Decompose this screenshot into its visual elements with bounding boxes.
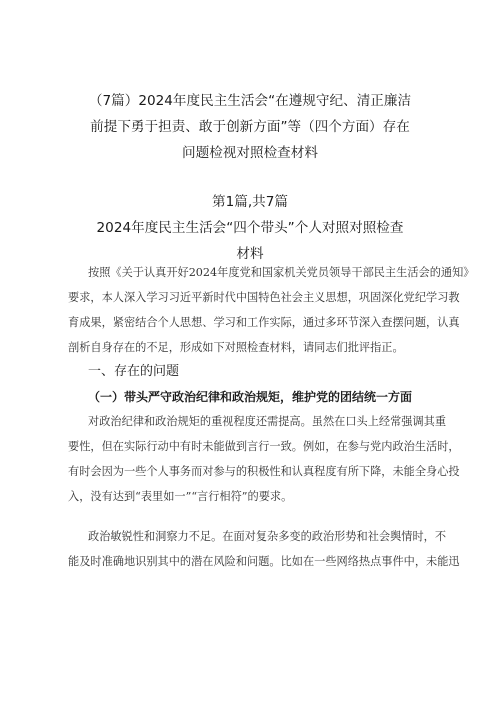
section-heading-problems: 一、存在的问题 [88, 364, 180, 379]
subtitle-line-3: 材料 [236, 246, 264, 262]
title-line-2: 前提下勇于担责、敢于创新方面”等（四个方面）存在 [90, 119, 410, 135]
intro-line-2: 要求，本人深入学习习近平新时代中国特色社会主义思想，巩固深化党纪学习教 [68, 291, 460, 304]
intro-line-1: 按照《关于认真开好2024年度党和国家机关党员领导干部民主生活会的通知》 [88, 266, 475, 279]
subtitle-line-2: 2024年度民主生活会“四个带头”个人对照对照检查 [96, 220, 404, 236]
para1-line-4: 入，没有达到“表里如一”“言行相符”的要求。 [68, 490, 293, 503]
title-line-1: （7篇）2024年度民主生活会“在遵规守纪、清正廉洁 [88, 93, 412, 109]
para1-line-3: 有时会因为一些个人事务而对参与的积极性和认真程度有所下降，未能全身心投 [68, 465, 460, 478]
para2-line-1: 政治敏锐性和洞察力不足。在面对复杂多变的政治形势和社会舆情时，不 [88, 530, 447, 543]
subsection-heading-political-discipline: （一）带头严守政治纪律和政治规矩，维护党的团结统一方面 [88, 390, 413, 404]
subtitle-line-1: 第1篇,共7篇 [212, 194, 288, 210]
title-line-3: 问题检视对照检查材料 [182, 145, 318, 161]
para2-line-2: 能及时准确地识别其中的潜在风险和问题。比如在一些网络热点事件中，未能迅 [68, 555, 460, 568]
intro-line-4: 剖析自身存在的不足，形成如下对照检查材料，请同志们批评指正。 [68, 341, 404, 354]
para1-line-1: 对政治纪律和政治规矩的重视程度还需提高。虽然在口头上经常强调其重 [88, 415, 447, 428]
intro-line-3: 育成果，紧密结合个人思想、学习和工作实际，通过多环节深入查摆问题，认真 [68, 316, 460, 329]
para1-line-2: 要性，但在实际行动中有时未能做到言行一致。例如，在参与党内政治生活时， [68, 440, 460, 453]
